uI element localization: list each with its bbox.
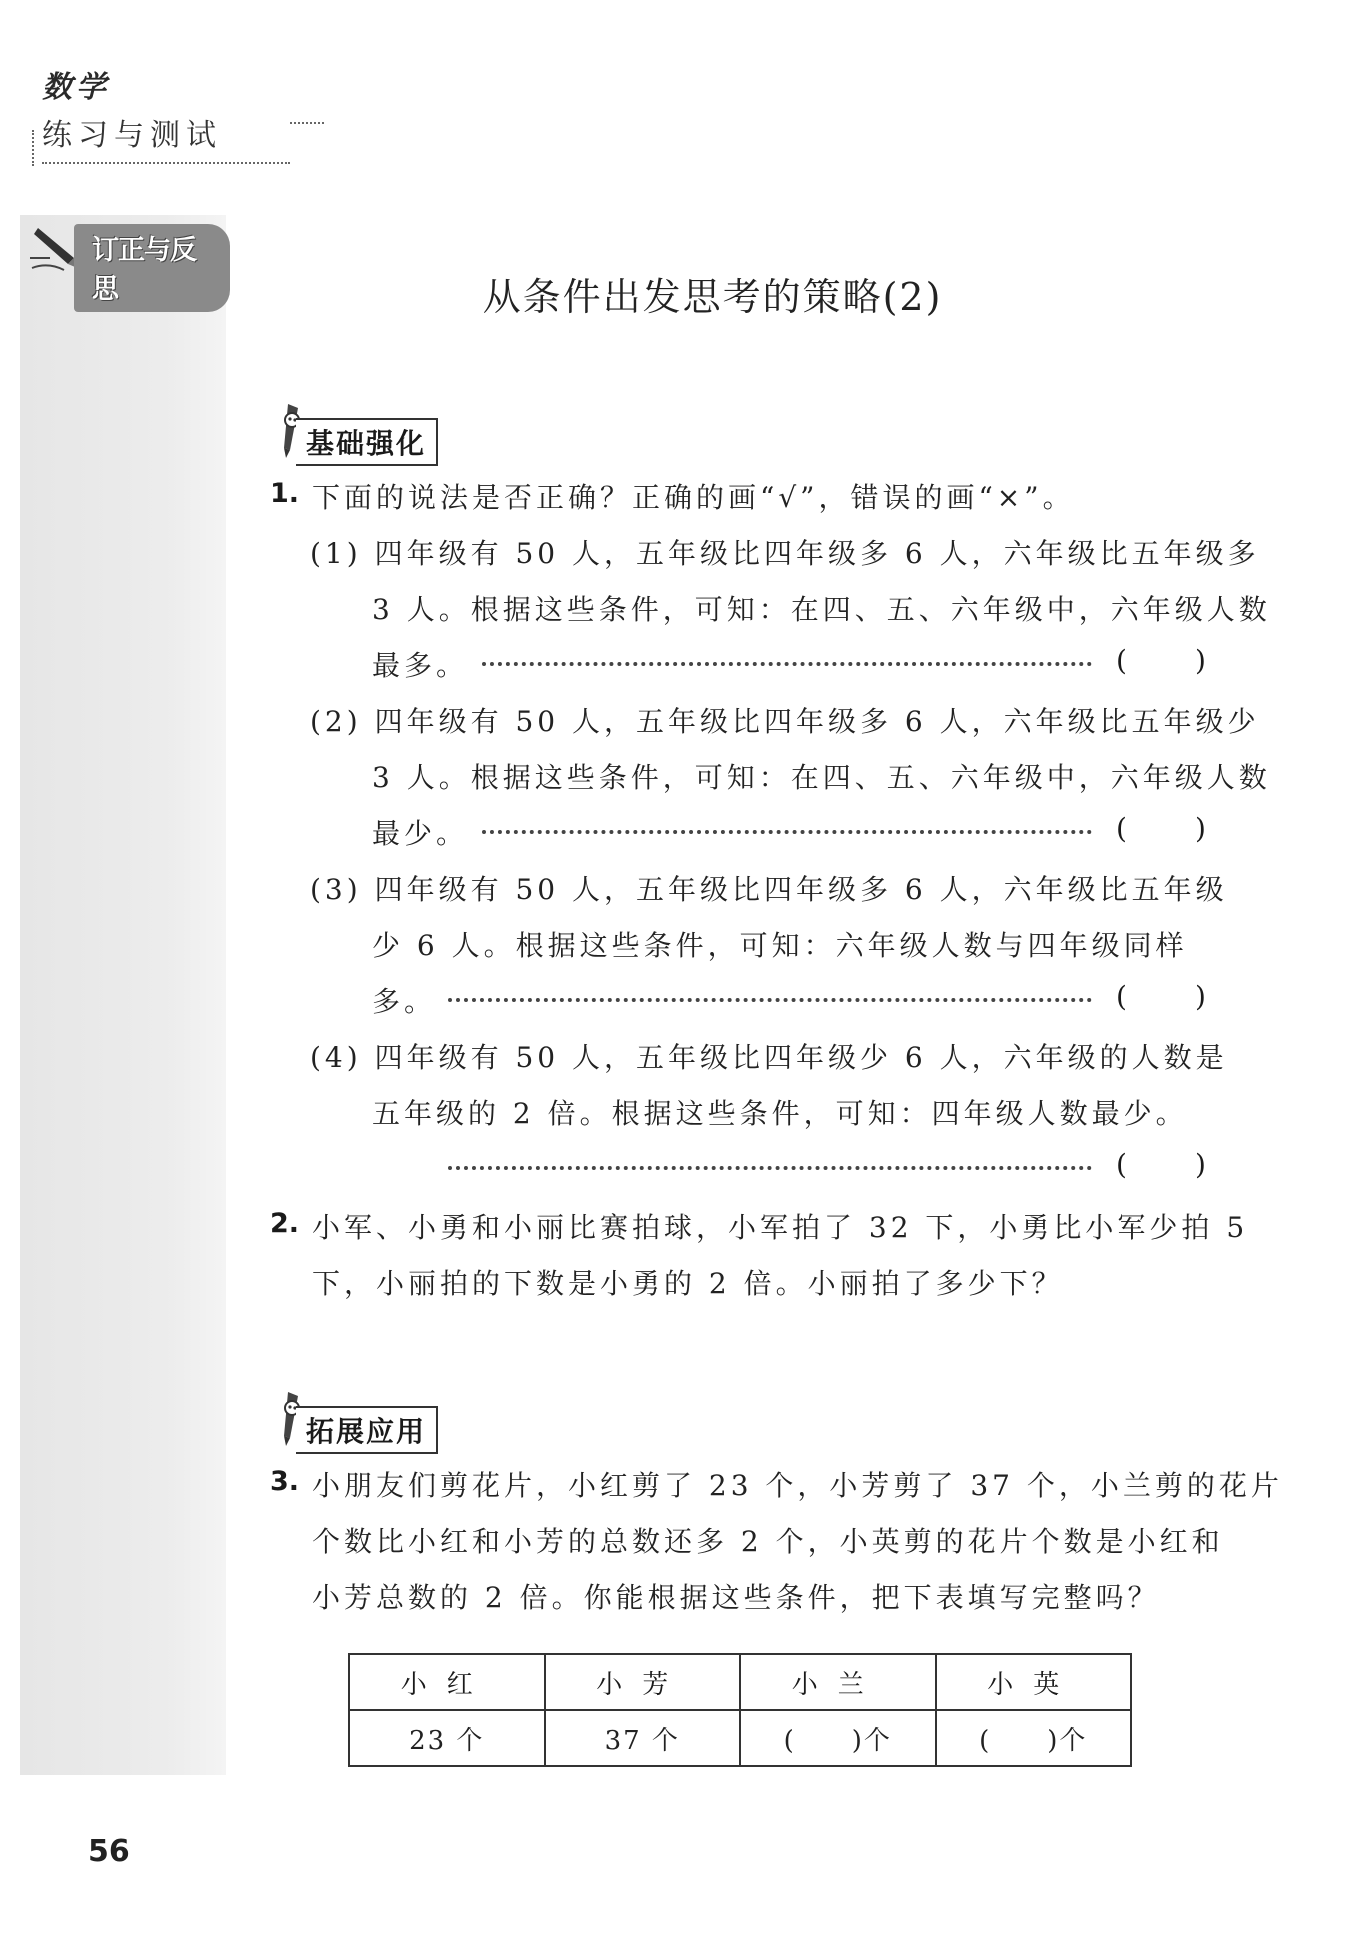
answer-table [348,1653,1132,1767]
section-label: 基础强化 [296,418,438,466]
answer-blank[interactable]: ( ) [1116,1148,1206,1181]
leader-dots [482,662,1092,666]
question-line: 小军、小勇和小丽比赛拍球，小军拍了 32 下，小勇比小军少拍 5 [312,1211,1249,1244]
book-brand [42,62,290,164]
sidebar-header [22,218,230,305]
question-stem: 下面的说法是否正确？正确的画“√”，错误的画“×”。 [312,481,1075,514]
question-number: 1. [270,478,300,509]
table-header-cell: 小芳 [545,1654,741,1710]
question-number: 3. [270,1466,300,1497]
section-label: 拓展应用 [296,1406,438,1454]
table-cell-blank[interactable]: ( )个 [740,1710,936,1766]
table-cell: 23 个 [349,1710,545,1766]
page-title: 从条件出发思考的策略(2) [482,275,943,319]
answer-blank[interactable]: ( ) [1116,644,1206,677]
item-line: (4) 四年级有 50 人，五年级比四年级少 6 人，六年级的人数是 [310,1041,1228,1074]
table-header-cell: 小英 [936,1654,1132,1710]
item-line: (3) 四年级有 50 人，五年级比四年级多 6 人，六年级比五年级 [310,873,1228,906]
item-line: 3 人。根据这些条件，可知：在四、五、六年级中，六年级人数 [372,593,1271,626]
table-header-cell: 小红 [349,1654,545,1710]
table-header-cell: 小兰 [740,1654,936,1710]
item-line: 少 6 人。根据这些条件，可知：六年级人数与四年级同样 [372,929,1188,962]
question-number: 2. [270,1208,300,1239]
book-name: 练习与测试 [42,110,290,164]
answer-blank[interactable]: ( ) [1116,980,1206,1013]
leader-dots [448,1166,1092,1170]
item-line: 五年级的 2 倍。根据这些条件，可知：四年级人数最少。 [372,1097,1188,1130]
table-cell-blank[interactable]: ( )个 [936,1710,1132,1766]
question-line: 个数比小红和小芳的总数还多 2 个，小英剪的花片个数是小红和 [312,1525,1224,1558]
question-line: 小朋友们剪花片，小红剪了 23 个，小芳剪了 37 个，小兰剪的花片 [312,1469,1283,1502]
correction-sidebar [20,215,226,1775]
leader-dots [448,998,1092,1002]
page-number: 56 [88,1834,130,1869]
item-line: 最多。 [372,649,469,682]
subject-label: 数学 [42,70,110,105]
table-cell: 37 个 [545,1710,741,1766]
table-header-row [349,1654,1131,1710]
item-line: 最少。 [372,817,469,850]
item-line: 3 人。根据这些条件，可知：在四、五、六年级中，六年级人数 [372,761,1271,794]
sidebar-label: 订正与反思 [74,224,230,312]
leader-dots [482,830,1092,834]
item-line: (1) 四年级有 50 人，五年级比四年级多 6 人，六年级比五年级多 [310,537,1260,570]
answer-blank[interactable]: ( ) [1116,812,1206,845]
item-line: (2) 四年级有 50 人，五年级比四年级多 6 人，六年级比五年级少 [310,705,1260,738]
table-row [349,1710,1131,1766]
question-line: 下，小丽拍的下数是小勇的 2 倍。小丽拍了多少下？ [312,1267,1064,1300]
question-line: 小芳总数的 2 倍。你能根据这些条件，把下表填写完整吗？ [312,1581,1160,1614]
item-line: 多。 [372,985,437,1018]
